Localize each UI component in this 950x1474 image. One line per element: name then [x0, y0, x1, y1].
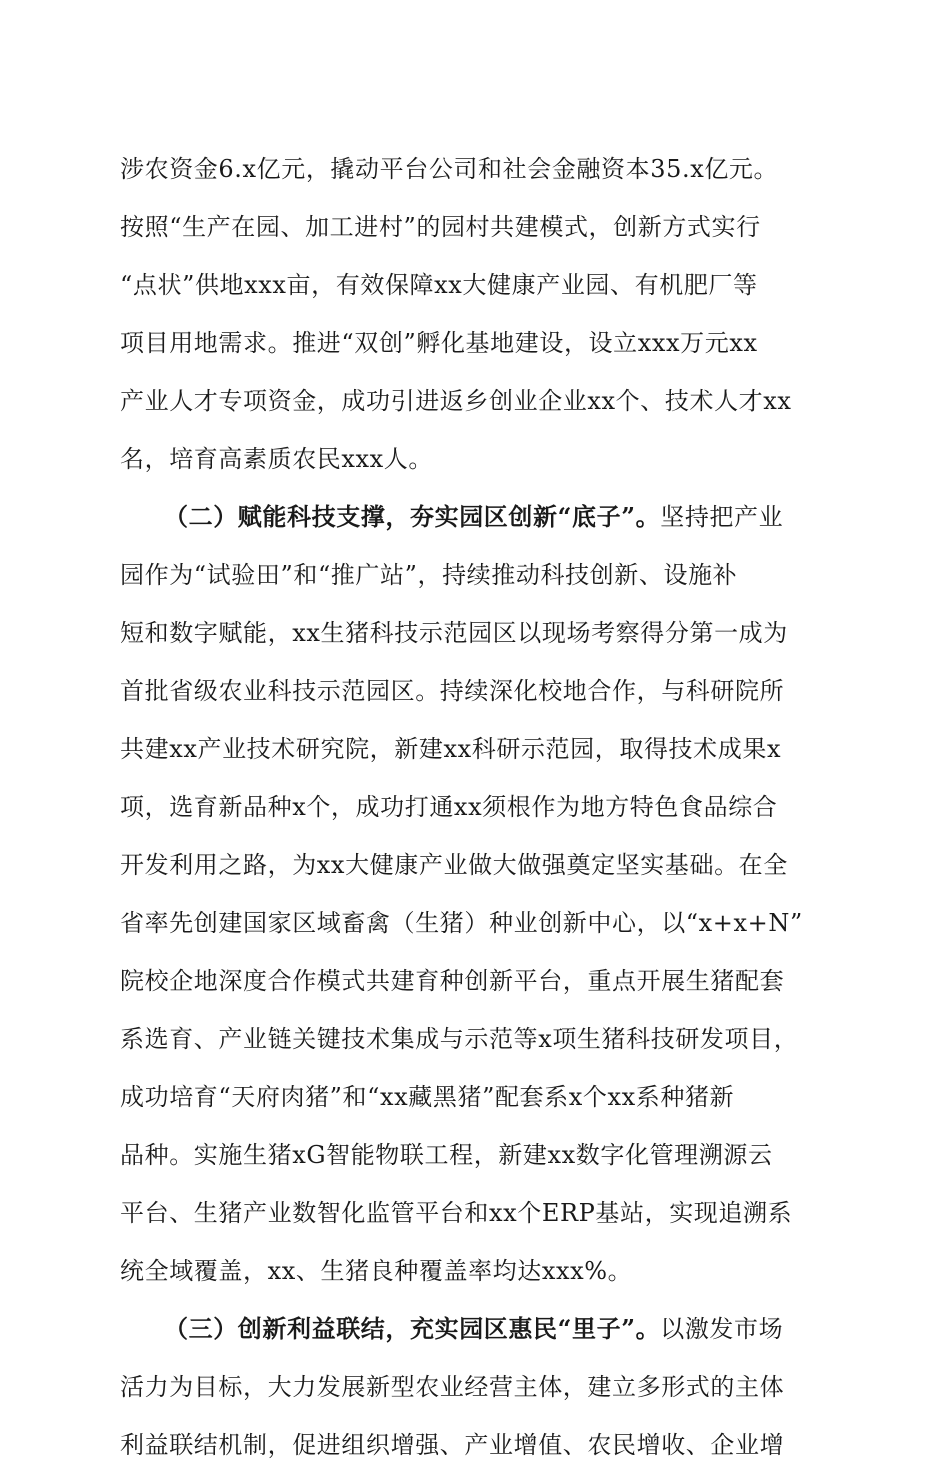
section-heading-line: [120, 488, 830, 546]
text-line: 院校企地深度合作模式共建育种创新平台，重点开展生猪配套: [120, 967, 785, 995]
text-fragment: 坚持把产业: [660, 503, 784, 531]
text-line: 平台、生猪产业数智化监管平台和xx个ERP基站，实现追溯系: [120, 1199, 793, 1227]
text-line: 园作为“试验田”和“推广站”，持续推动科技创新、设施补: [120, 561, 738, 589]
section-heading: （三）创新利益联结，充实园区惠民“里子”。: [164, 1314, 661, 1343]
text-line: 品种。实施生猪xG智能物联工程，新建xx数字化管理溯源云: [120, 1141, 773, 1169]
document-page: [120, 140, 830, 1474]
text-line: 活力为目标，大力发展新型农业经营主体，建立多形式的主体: [120, 1373, 785, 1401]
text-line: 系选育、产业链关键技术集成与示范等x项生猪科技研发项目，: [120, 1025, 799, 1053]
text-line: 产业人才专项资金，成功引进返乡创业企业xx个、技术人才xx: [120, 387, 792, 415]
text-line: 涉农资金6.x亿元，撬动平台公司和社会金融资本35.x亿元。: [120, 155, 779, 183]
text-line: 按照“生产在园、加工进村”的园村共建模式，创新方式实行: [120, 213, 761, 241]
section-heading: （二）赋能科技支撑，夯实园区创新“底子”。: [164, 502, 661, 531]
text-line: 短和数字赋能，xx生猪科技示范园区以现场考察得分第一成为: [120, 619, 788, 647]
text-line: 名，培育高素质农民xxx人。: [120, 445, 434, 473]
text-line: 首批省级农业科技示范园区。持续深化校地合作，与科研院所: [120, 677, 785, 705]
text-line: 项，选育新品种x个，成功打通xx须根作为地方特色食品综合: [120, 793, 778, 821]
text-line: 开发利用之路，为xx大健康产业做大做强奠定坚实基础。在全: [120, 851, 788, 879]
text-line: 统全域覆盖，xx、生猪良种覆盖率均达xxx%。: [120, 1257, 633, 1285]
text-line: 利益联结机制，促进组织增强、产业增值、农民增收、企业增: [120, 1431, 785, 1459]
text-line: 项目用地需求。推进“双创”孵化基地建设，设立xxx万元xx: [120, 329, 758, 357]
text-fragment: 以激发市场: [660, 1315, 784, 1343]
section-heading-line: [120, 1300, 830, 1358]
text-line: 成功培育“天府肉猪”和“xx藏黑猪”配套系x个xx系种猪新: [120, 1083, 735, 1111]
text-line: 共建xx产业技术研究院，新建xx科研示范园，取得技术成果x: [120, 735, 782, 763]
text-line: “点状”供地xxx亩，有效保障xx大健康产业园、有机肥厂等: [120, 271, 758, 299]
text-line: 省率先创建国家区域畜禽（生猪）种业创新中心，以“x+x+N”: [120, 909, 803, 937]
